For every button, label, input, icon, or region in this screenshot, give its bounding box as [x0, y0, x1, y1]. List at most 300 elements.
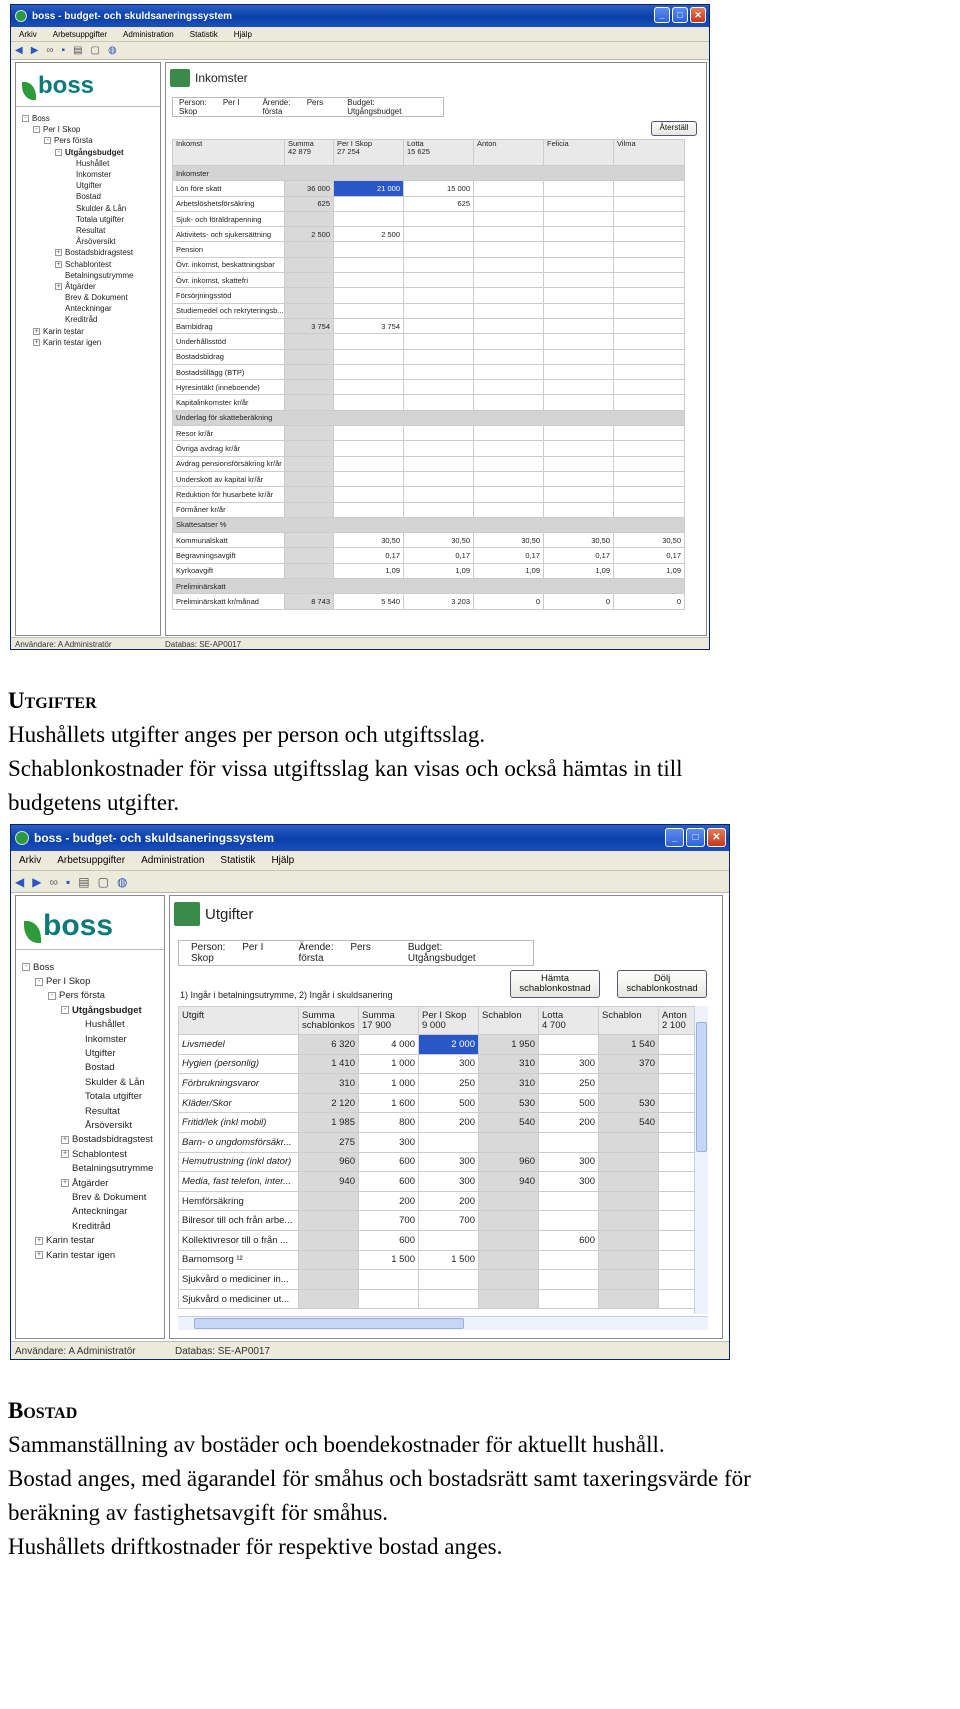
table-cell[interactable]: 540 [479, 1113, 539, 1133]
table-cell[interactable]: 200 [539, 1113, 599, 1133]
table-cell[interactable] [404, 273, 474, 288]
table-cell[interactable] [334, 273, 404, 288]
table-cell[interactable] [404, 318, 474, 333]
table-cell[interactable] [599, 1289, 659, 1309]
table-cell[interactable]: 1,09 [404, 563, 474, 578]
table-cell[interactable] [285, 380, 334, 395]
table-cell[interactable]: 0,17 [544, 548, 614, 563]
tree-item[interactable] [16, 1219, 164, 1233]
table-cell[interactable] [334, 349, 404, 364]
globe-icon[interactable]: ◍ [108, 45, 117, 56]
table-cell[interactable] [285, 563, 334, 578]
tree-item[interactable] [16, 113, 160, 124]
table-cell[interactable] [474, 426, 544, 441]
tree-item[interactable] [16, 191, 160, 202]
table-cell[interactable] [404, 303, 474, 318]
table-cell[interactable]: 30,50 [474, 533, 544, 548]
table-cell[interactable]: 700 [359, 1211, 419, 1231]
table-cell[interactable] [599, 1270, 659, 1290]
table-cell[interactable]: 300 [419, 1172, 479, 1192]
table-cell[interactable] [334, 426, 404, 441]
table-cell[interactable] [544, 227, 614, 242]
table-cell[interactable] [614, 181, 685, 196]
table-cell[interactable] [614, 288, 685, 303]
forward-icon[interactable]: ▶ [32, 874, 42, 889]
table-cell[interactable]: 6 320 [299, 1035, 359, 1055]
table-cell[interactable] [479, 1289, 539, 1309]
tree-item[interactable] [16, 974, 164, 988]
table-cell[interactable] [544, 395, 614, 410]
table-cell[interactable] [614, 196, 685, 211]
table-cell[interactable]: 275 [299, 1132, 359, 1152]
table-cell[interactable] [614, 426, 685, 441]
menu-item[interactable]: Arkiv [19, 29, 37, 39]
table-cell[interactable]: 0,17 [474, 548, 544, 563]
table-cell[interactable] [474, 441, 544, 456]
table-cell[interactable]: 30,50 [334, 533, 404, 548]
tree-item[interactable] [16, 1032, 164, 1046]
table-cell[interactable]: 3 203 [404, 594, 474, 609]
table-cell[interactable] [614, 471, 685, 486]
tree-item[interactable] [16, 1205, 164, 1219]
table-cell[interactable] [474, 318, 544, 333]
table-cell[interactable] [474, 181, 544, 196]
tree-item[interactable] [16, 1147, 164, 1161]
table-cell[interactable] [599, 1211, 659, 1231]
table-cell[interactable] [659, 1093, 695, 1113]
table-cell[interactable]: 1 500 [359, 1250, 419, 1270]
table-cell[interactable] [539, 1211, 599, 1231]
close-button[interactable]: ✕ [707, 828, 726, 847]
table-cell[interactable] [404, 426, 474, 441]
table-cell[interactable] [404, 242, 474, 257]
tree-item[interactable] [16, 147, 160, 158]
collapse-icon[interactable]: - [44, 137, 51, 144]
tree-item[interactable] [16, 180, 160, 191]
table-cell[interactable]: 600 [359, 1172, 419, 1192]
table-cell[interactable]: 0 [614, 594, 685, 609]
table-cell[interactable] [659, 1230, 695, 1250]
table-cell[interactable]: 1 600 [359, 1093, 419, 1113]
expand-icon[interactable]: + [56, 260, 61, 268]
tree-item[interactable] [16, 203, 160, 214]
table-cell[interactable]: 940 [299, 1172, 359, 1192]
minimize-button[interactable]: _ [654, 7, 670, 23]
table-cell[interactable] [474, 227, 544, 242]
column-header[interactable] [173, 140, 285, 166]
table-cell[interactable]: 3 754 [285, 318, 334, 333]
table-cell[interactable] [419, 1230, 479, 1250]
tree-item[interactable] [16, 1190, 164, 1204]
table-cell[interactable]: 3 754 [334, 318, 404, 333]
table-cell[interactable]: 500 [539, 1093, 599, 1113]
table-cell[interactable] [544, 303, 614, 318]
table-cell[interactable] [285, 502, 334, 517]
collapse-icon[interactable]: - [48, 992, 56, 1000]
table-cell[interactable] [404, 471, 474, 486]
table-cell[interactable]: 200 [359, 1191, 419, 1211]
table-cell[interactable]: 310 [479, 1054, 539, 1074]
tree-item[interactable] [16, 314, 160, 325]
table-cell[interactable] [285, 349, 334, 364]
table-cell[interactable]: 1 000 [359, 1074, 419, 1094]
table-cell[interactable]: 300 [419, 1152, 479, 1172]
expand-icon[interactable]: + [34, 338, 39, 346]
table-cell[interactable] [659, 1035, 695, 1055]
back-icon[interactable]: ◀ [15, 874, 25, 889]
table-cell[interactable] [479, 1270, 539, 1290]
tree-item[interactable] [16, 270, 160, 281]
table-cell[interactable] [474, 487, 544, 502]
forward-icon[interactable]: ▶ [30, 45, 39, 56]
table-cell[interactable]: 540 [599, 1113, 659, 1133]
table-cell[interactable] [599, 1230, 659, 1250]
vertical-scrollbar[interactable] [694, 1006, 708, 1314]
table-cell[interactable] [359, 1289, 419, 1309]
table-cell[interactable]: 1 540 [599, 1035, 659, 1055]
table-cell[interactable] [474, 502, 544, 517]
table-cell[interactable] [614, 211, 685, 226]
column-header[interactable] [285, 140, 334, 166]
expand-icon[interactable]: + [56, 282, 61, 290]
table-cell[interactable]: 2 120 [299, 1093, 359, 1113]
table-cell[interactable] [404, 502, 474, 517]
table-cell[interactable] [614, 334, 685, 349]
table-cell[interactable]: 600 [359, 1230, 419, 1250]
table-cell[interactable] [544, 502, 614, 517]
column-header[interactable] [474, 140, 544, 166]
globe-icon[interactable]: ◍ [116, 874, 128, 889]
table-cell[interactable] [614, 487, 685, 502]
table-cell[interactable] [659, 1152, 695, 1172]
table-cell[interactable] [614, 227, 685, 242]
table-cell[interactable] [334, 196, 404, 211]
table-cell[interactable] [539, 1191, 599, 1211]
table-cell[interactable] [474, 273, 544, 288]
table-cell[interactable]: 2 000 [419, 1035, 479, 1055]
collapse-icon[interactable]: - [55, 149, 62, 156]
table-cell[interactable] [539, 1270, 599, 1290]
scroll-thumb[interactable] [696, 1022, 707, 1152]
link-icon[interactable]: ∞ [46, 45, 54, 56]
column-header[interactable] [334, 140, 404, 166]
table-cell[interactable]: 960 [479, 1152, 539, 1172]
menu-item[interactable]: Arkiv [19, 855, 42, 866]
table-cell[interactable]: 1,09 [544, 563, 614, 578]
table-cell[interactable] [659, 1074, 695, 1094]
table-cell[interactable] [544, 288, 614, 303]
table-cell[interactable] [474, 456, 544, 471]
table-cell[interactable] [544, 211, 614, 226]
table-cell[interactable] [334, 471, 404, 486]
table-cell[interactable] [404, 334, 474, 349]
table-cell[interactable] [539, 1289, 599, 1309]
table-cell[interactable] [299, 1250, 359, 1270]
table-cell[interactable]: 1 500 [419, 1250, 479, 1270]
table-cell[interactable] [419, 1289, 479, 1309]
table-cell[interactable] [544, 364, 614, 379]
table-cell[interactable] [404, 380, 474, 395]
table-cell[interactable] [299, 1211, 359, 1231]
table-cell[interactable] [474, 303, 544, 318]
tree-item[interactable] [16, 989, 164, 1003]
close-button[interactable]: ✕ [690, 7, 706, 23]
column-header[interactable] [419, 1007, 479, 1035]
table-cell[interactable] [404, 227, 474, 242]
column-header[interactable] [179, 1007, 299, 1035]
table-cell[interactable] [599, 1132, 659, 1152]
table-cell[interactable] [544, 426, 614, 441]
tree-item[interactable] [16, 258, 160, 269]
table-cell[interactable]: 1,09 [334, 563, 404, 578]
table-cell[interactable]: 960 [299, 1152, 359, 1172]
table-cell[interactable]: 600 [359, 1152, 419, 1172]
table-cell[interactable] [544, 242, 614, 257]
table-cell[interactable] [544, 334, 614, 349]
table-cell[interactable] [479, 1191, 539, 1211]
table-cell[interactable] [334, 288, 404, 303]
table-cell[interactable] [614, 303, 685, 318]
tree-item[interactable] [16, 1075, 164, 1089]
table-cell[interactable] [285, 548, 334, 563]
table-cell[interactable]: 30,50 [404, 533, 474, 548]
table-cell[interactable] [479, 1132, 539, 1152]
table-cell[interactable] [544, 318, 614, 333]
table-cell[interactable] [599, 1172, 659, 1192]
tree-item[interactable] [16, 303, 160, 314]
table-cell[interactable]: 625 [404, 196, 474, 211]
table-cell[interactable] [419, 1270, 479, 1290]
table-cell[interactable]: 5 540 [334, 594, 404, 609]
tree-item[interactable] [16, 1248, 164, 1262]
tree-item[interactable] [16, 236, 160, 247]
menu-item[interactable]: Arbetsuppgifter [52, 29, 108, 39]
table-cell[interactable]: 1,09 [474, 563, 544, 578]
preview-icon[interactable]: ▢ [97, 874, 109, 889]
table-cell[interactable] [285, 303, 334, 318]
table-cell[interactable] [614, 273, 685, 288]
table-cell[interactable] [659, 1211, 695, 1231]
table-cell[interactable] [474, 211, 544, 226]
collapse-icon[interactable]: - [61, 1006, 69, 1014]
column-header[interactable] [299, 1007, 359, 1035]
save-icon[interactable]: ▪ [66, 874, 71, 889]
table-cell[interactable] [285, 257, 334, 272]
column-header[interactable] [659, 1007, 695, 1035]
tree-item[interactable] [16, 1104, 164, 1118]
table-cell[interactable]: 250 [419, 1074, 479, 1094]
table-cell[interactable] [614, 364, 685, 379]
table-cell[interactable] [359, 1270, 419, 1290]
table-cell[interactable] [299, 1191, 359, 1211]
tree-item[interactable] [16, 225, 160, 236]
menu-item[interactable]: Arbetsuppgifter [57, 855, 126, 866]
column-header[interactable] [359, 1007, 419, 1035]
table-cell[interactable] [544, 471, 614, 486]
table-cell[interactable] [285, 334, 334, 349]
tree-item[interactable] [16, 1233, 164, 1247]
expand-icon[interactable]: + [62, 1150, 68, 1158]
table-cell[interactable] [659, 1172, 695, 1192]
table-cell[interactable]: 300 [419, 1054, 479, 1074]
table-cell[interactable] [479, 1250, 539, 1270]
table-cell[interactable]: 4 000 [359, 1035, 419, 1055]
table-cell[interactable] [539, 1132, 599, 1152]
table-cell[interactable]: 30,50 [544, 533, 614, 548]
expand-icon[interactable]: + [34, 327, 39, 335]
table-cell[interactable] [334, 456, 404, 471]
collapse-icon[interactable]: - [22, 963, 30, 971]
table-cell[interactable] [614, 395, 685, 410]
table-cell[interactable] [544, 181, 614, 196]
table-cell[interactable]: 300 [539, 1172, 599, 1192]
table-cell[interactable] [404, 441, 474, 456]
table-cell[interactable]: 300 [359, 1132, 419, 1152]
table-cell[interactable] [614, 242, 685, 257]
table-cell[interactable] [659, 1250, 695, 1270]
tree-item[interactable] [16, 960, 164, 974]
table-cell[interactable]: 625 [285, 196, 334, 211]
maximize-button[interactable]: □ [672, 7, 688, 23]
horizontal-scrollbar[interactable] [178, 1316, 708, 1330]
expand-icon[interactable]: + [36, 1251, 42, 1258]
table-cell[interactable]: 700 [419, 1211, 479, 1231]
menu-item[interactable]: Administration [141, 855, 205, 866]
menu-item[interactable]: Statistik [189, 29, 218, 39]
table-cell[interactable] [544, 349, 614, 364]
table-cell[interactable]: 1 410 [299, 1054, 359, 1074]
table-cell[interactable]: 500 [419, 1093, 479, 1113]
table-cell[interactable] [614, 349, 685, 364]
expand-icon[interactable]: + [62, 1179, 68, 1187]
table-cell[interactable] [599, 1250, 659, 1270]
column-header[interactable] [544, 140, 614, 166]
table-cell[interactable] [659, 1191, 695, 1211]
table-cell[interactable] [285, 533, 334, 548]
table-cell[interactable] [599, 1191, 659, 1211]
table-cell[interactable]: 300 [539, 1152, 599, 1172]
table-cell[interactable]: 530 [599, 1093, 659, 1113]
table-cell[interactable] [474, 196, 544, 211]
expand-icon[interactable]: + [56, 249, 61, 257]
table-cell[interactable]: 36 000 [285, 181, 334, 196]
hide-template-cost-button[interactable]: Dölj schablonkostnad [617, 970, 707, 998]
table-cell[interactable] [544, 273, 614, 288]
table-cell[interactable] [285, 211, 334, 226]
table-cell[interactable] [334, 395, 404, 410]
menu-item[interactable]: Statistik [220, 855, 256, 866]
table-cell[interactable]: 600 [539, 1230, 599, 1250]
table-cell[interactable] [404, 364, 474, 379]
table-cell[interactable] [614, 318, 685, 333]
fetch-template-cost-button[interactable]: Hämta schablonkostnad [510, 970, 600, 998]
table-cell[interactable] [474, 349, 544, 364]
tree-item[interactable] [16, 247, 160, 258]
expand-icon[interactable]: + [36, 1236, 42, 1244]
table-cell[interactable] [334, 502, 404, 517]
table-cell[interactable] [334, 441, 404, 456]
preview-icon[interactable]: ▢ [90, 45, 100, 56]
table-cell[interactable]: 250 [539, 1074, 599, 1094]
table-cell[interactable]: 310 [299, 1074, 359, 1094]
table-cell[interactable] [539, 1035, 599, 1055]
column-header[interactable] [539, 1007, 599, 1035]
table-cell[interactable] [334, 334, 404, 349]
table-cell[interactable]: 0,17 [614, 548, 685, 563]
table-cell[interactable]: 0,17 [404, 548, 474, 563]
table-cell[interactable]: 1 000 [359, 1054, 419, 1074]
tree-item[interactable] [16, 1003, 164, 1017]
tree-item[interactable] [16, 326, 160, 337]
table-cell[interactable] [419, 1132, 479, 1152]
table-cell[interactable] [299, 1289, 359, 1309]
table-cell[interactable] [474, 242, 544, 257]
table-cell[interactable] [334, 364, 404, 379]
table-cell[interactable] [544, 257, 614, 272]
tree-item[interactable] [16, 292, 160, 303]
table-cell[interactable] [299, 1230, 359, 1250]
table-cell[interactable]: 1,09 [614, 563, 685, 578]
table-cell[interactable]: 370 [599, 1054, 659, 1074]
table-cell[interactable]: 2 500 [334, 227, 404, 242]
table-cell[interactable] [404, 257, 474, 272]
table-cell[interactable]: 0,17 [334, 548, 404, 563]
tree-item[interactable] [16, 1018, 164, 1032]
tree-item[interactable] [16, 135, 160, 146]
scroll-thumb[interactable] [194, 1318, 464, 1329]
column-header[interactable] [599, 1007, 659, 1035]
tree-item[interactable] [16, 1061, 164, 1075]
table-cell[interactable] [479, 1211, 539, 1231]
table-cell[interactable] [334, 257, 404, 272]
table-cell[interactable]: 300 [539, 1054, 599, 1074]
table-cell[interactable] [544, 456, 614, 471]
table-cell[interactable] [474, 471, 544, 486]
column-header[interactable] [404, 140, 474, 166]
table-cell[interactable] [404, 395, 474, 410]
table-cell[interactable]: 8 743 [285, 594, 334, 609]
table-cell[interactable] [659, 1289, 695, 1309]
table-cell[interactable]: 310 [479, 1074, 539, 1094]
table-cell[interactable] [285, 471, 334, 486]
table-cell[interactable] [474, 395, 544, 410]
collapse-icon[interactable]: - [35, 978, 43, 986]
table-cell[interactable] [404, 487, 474, 502]
table-cell[interactable] [614, 456, 685, 471]
table-cell[interactable] [544, 487, 614, 502]
table-cell[interactable]: 0 [474, 594, 544, 609]
table-cell[interactable] [659, 1113, 695, 1133]
table-cell[interactable]: 2 500 [285, 227, 334, 242]
table-cell[interactable] [285, 441, 334, 456]
tree-item[interactable] [16, 1161, 164, 1175]
table-cell[interactable]: 800 [359, 1113, 419, 1133]
table-cell[interactable] [334, 211, 404, 226]
table-cell[interactable] [659, 1270, 695, 1290]
tree-item[interactable] [16, 169, 160, 180]
table-cell[interactable]: 530 [479, 1093, 539, 1113]
table-cell[interactable] [474, 257, 544, 272]
table-cell[interactable] [474, 288, 544, 303]
tree-item[interactable] [16, 1090, 164, 1104]
table-cell[interactable]: 1 985 [299, 1113, 359, 1133]
menu-item[interactable]: Hjälp [233, 29, 252, 39]
tree-item[interactable] [16, 1133, 164, 1147]
table-cell[interactable] [544, 196, 614, 211]
table-cell[interactable] [285, 426, 334, 441]
table-cell[interactable] [285, 288, 334, 303]
tree-item[interactable] [16, 1118, 164, 1132]
